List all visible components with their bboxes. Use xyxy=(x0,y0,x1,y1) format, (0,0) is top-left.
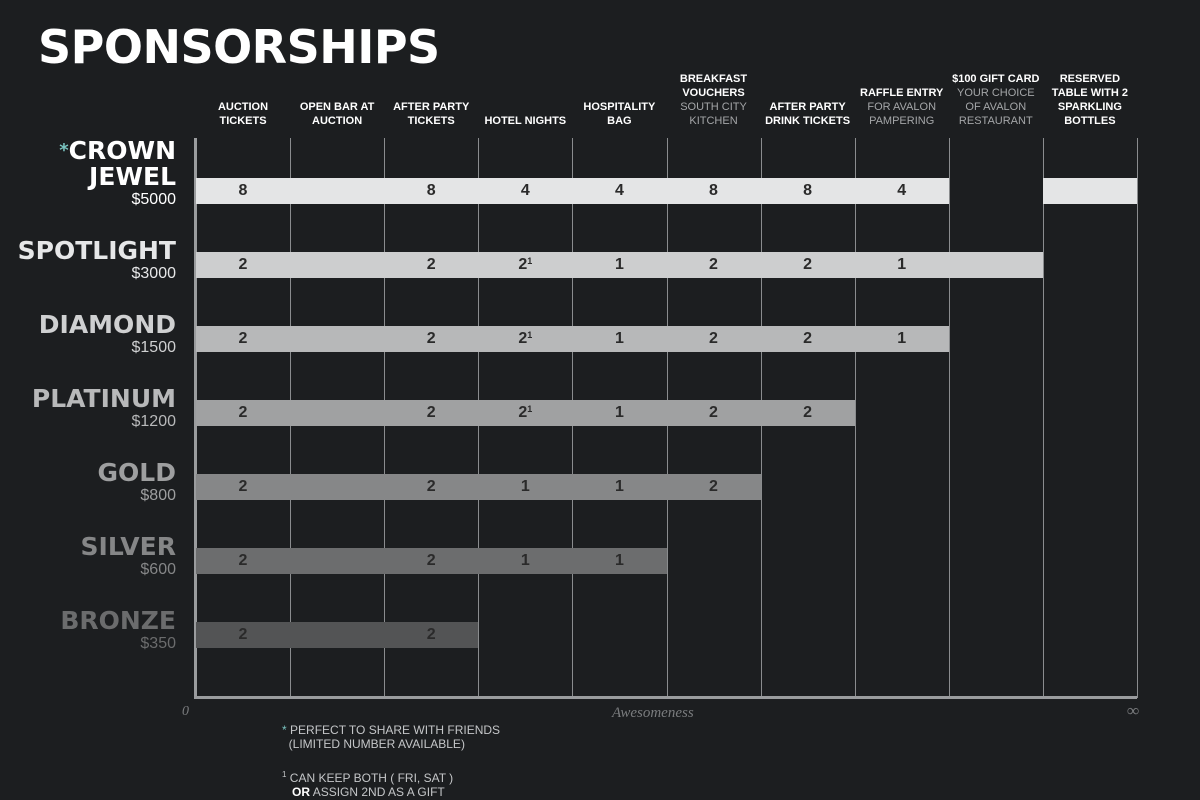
axis-zero-label: 0 xyxy=(182,704,189,719)
tier-price: $3000 xyxy=(131,265,176,282)
tier-label xyxy=(39,312,176,358)
bar-value-label: 4 xyxy=(520,182,530,199)
bar-value-label: $2^1$ xyxy=(518,256,533,273)
bar-value-label: 2 xyxy=(709,330,718,347)
tier-label xyxy=(32,386,176,432)
tier-price: $1200 xyxy=(131,413,176,430)
tier-label xyxy=(59,138,176,210)
x-axis-line xyxy=(194,696,1137,699)
bar-value-label: 2 xyxy=(238,404,248,421)
tier-bar xyxy=(1043,178,1137,204)
bar-value-label: 2 xyxy=(709,404,718,421)
column-header xyxy=(572,100,666,128)
column-header-title: RAFFLE ENTRY xyxy=(860,87,944,99)
column-header xyxy=(667,72,761,128)
page-title: SPONSORSHIPS xyxy=(38,20,440,74)
footnote-asterisk-mark: * xyxy=(282,723,287,737)
tier-price: $5000 xyxy=(131,191,176,208)
bar-value-label: 1 xyxy=(614,478,624,495)
tier-name: BRONZE xyxy=(60,606,176,635)
bar-value-label: 8 xyxy=(709,182,718,199)
column-header xyxy=(196,100,290,128)
bar-value-label: 2 xyxy=(238,552,248,569)
column-header xyxy=(761,100,855,128)
column-header-title: HOSPITALITY BAG xyxy=(583,101,656,127)
bar-value-label: 2 xyxy=(238,256,248,273)
column-header-title: AFTER PARTY DRINK TICKETS xyxy=(765,101,851,127)
tier-label xyxy=(81,534,176,580)
column-header xyxy=(384,100,478,128)
footnote-one-text: CAN KEEP BOTH ( FRI, SAT ) xyxy=(289,771,454,785)
tier-price: $800 xyxy=(140,487,176,504)
bar-value-label: 4 xyxy=(614,182,624,199)
tier-label xyxy=(98,460,176,506)
bar-value-label: 2 xyxy=(803,330,813,347)
bar-value-label: 2 xyxy=(426,330,436,347)
bar-value-label: 1 xyxy=(614,256,624,273)
tier-name: JEWEL xyxy=(89,162,176,191)
bar-value-label: 2 xyxy=(709,478,718,495)
bar-value-label: 2 xyxy=(803,256,813,273)
bar-value-label: 8 xyxy=(426,182,436,199)
column-header-title: AFTER PARTY TICKETS xyxy=(393,101,470,127)
footnote-asterisk-text: PERFECT TO SHARE WITH FRIENDS xyxy=(290,723,501,737)
column-header xyxy=(290,100,384,128)
bar-value-label: 1 xyxy=(520,478,530,495)
column-header-title: $100 GIFT CARD xyxy=(952,73,1040,85)
column-header xyxy=(1043,72,1137,128)
bar-value-label: $2^1$ xyxy=(518,330,533,347)
column-header-title: AUCTION TICKETS xyxy=(217,101,269,127)
footnote-asterisk-text-2: (LIMITED NUMBER AVAILABLE) xyxy=(288,737,465,751)
tier-name: PLATINUM xyxy=(31,384,176,413)
bar-value-label: 2 xyxy=(238,626,248,643)
gridline xyxy=(1043,138,1044,698)
column-header-title: HOTEL NIGHTS xyxy=(484,115,567,127)
column-header xyxy=(855,86,949,128)
axis-infinity-label: ∞ xyxy=(1127,701,1140,720)
tier-name: DIAMOND xyxy=(38,310,176,339)
footnote-asterisk xyxy=(282,723,500,751)
gridline xyxy=(855,138,856,698)
bar-value-label: 4 xyxy=(897,182,907,199)
bar-value-label: 1 xyxy=(897,256,907,273)
x-axis-title: Awesomeness xyxy=(612,705,694,721)
bar-value-label: 2 xyxy=(238,478,248,495)
column-header-title: OPEN BAR AT AUCTION xyxy=(299,101,375,127)
bar-value-label: 2 xyxy=(426,256,436,273)
bar-value-label: 2 xyxy=(709,256,718,273)
bar-value-label: 2 xyxy=(238,330,248,347)
bar-value-label: 2 xyxy=(426,404,436,421)
tier-label xyxy=(60,608,176,654)
tier-name: GOLD xyxy=(97,458,176,487)
bar-value-label: 1 xyxy=(520,552,530,569)
bar-value-label: 2 xyxy=(426,478,436,495)
column-header-title: RESERVED TABLE WITH 2 SPARKLING BOTTLES xyxy=(1051,73,1128,127)
bar-value-label: 8 xyxy=(803,182,813,199)
gridline xyxy=(949,138,950,698)
footnote-one-mark: 1 xyxy=(282,770,287,779)
footnote-one-bold: OR xyxy=(292,785,311,799)
bar-value-label: 2 xyxy=(426,552,436,569)
gridline xyxy=(1137,138,1138,698)
bar-value-label: 2 xyxy=(803,404,813,421)
column-header-subtitle: SOUTH CITY KITCHEN xyxy=(680,101,747,127)
bar-value-label: 1 xyxy=(614,552,624,569)
footnote-ref: 1 xyxy=(527,256,533,266)
bar-value-label: 8 xyxy=(238,182,248,199)
column-header-title: BREAKFAST VOUCHERS xyxy=(679,73,748,99)
tier-price: $600 xyxy=(140,561,176,578)
footnote-ref: 1 xyxy=(527,404,533,414)
bar-value-label: 1 xyxy=(897,330,907,347)
bar-value-label: 1 xyxy=(614,404,624,421)
tier-asterisk: * xyxy=(59,140,69,161)
footnote-one-text-2: ASSIGN 2ND AS A GIFT xyxy=(312,785,445,799)
tier-name: SPOTLIGHT xyxy=(17,236,176,265)
bar-value-label: 2 xyxy=(426,626,436,643)
tier-name: *CROWN xyxy=(59,136,176,165)
footnote-one xyxy=(282,768,453,799)
tier-price: $1500 xyxy=(131,339,176,356)
column-header-subtitle: YOUR CHOICE OF AVALON RESTAURANT xyxy=(956,87,1035,127)
footnote-ref: 1 xyxy=(527,330,533,340)
column-header xyxy=(478,114,572,128)
column-header xyxy=(949,72,1043,128)
column-header-subtitle: FOR AVALON PAMPERING xyxy=(867,101,937,127)
bar-value-label: 1 xyxy=(614,330,624,347)
tier-label xyxy=(18,238,176,284)
bar-value-label: $2^1$ xyxy=(518,404,533,421)
tier-price: $350 xyxy=(140,635,176,652)
tier-name: SILVER xyxy=(80,532,176,561)
